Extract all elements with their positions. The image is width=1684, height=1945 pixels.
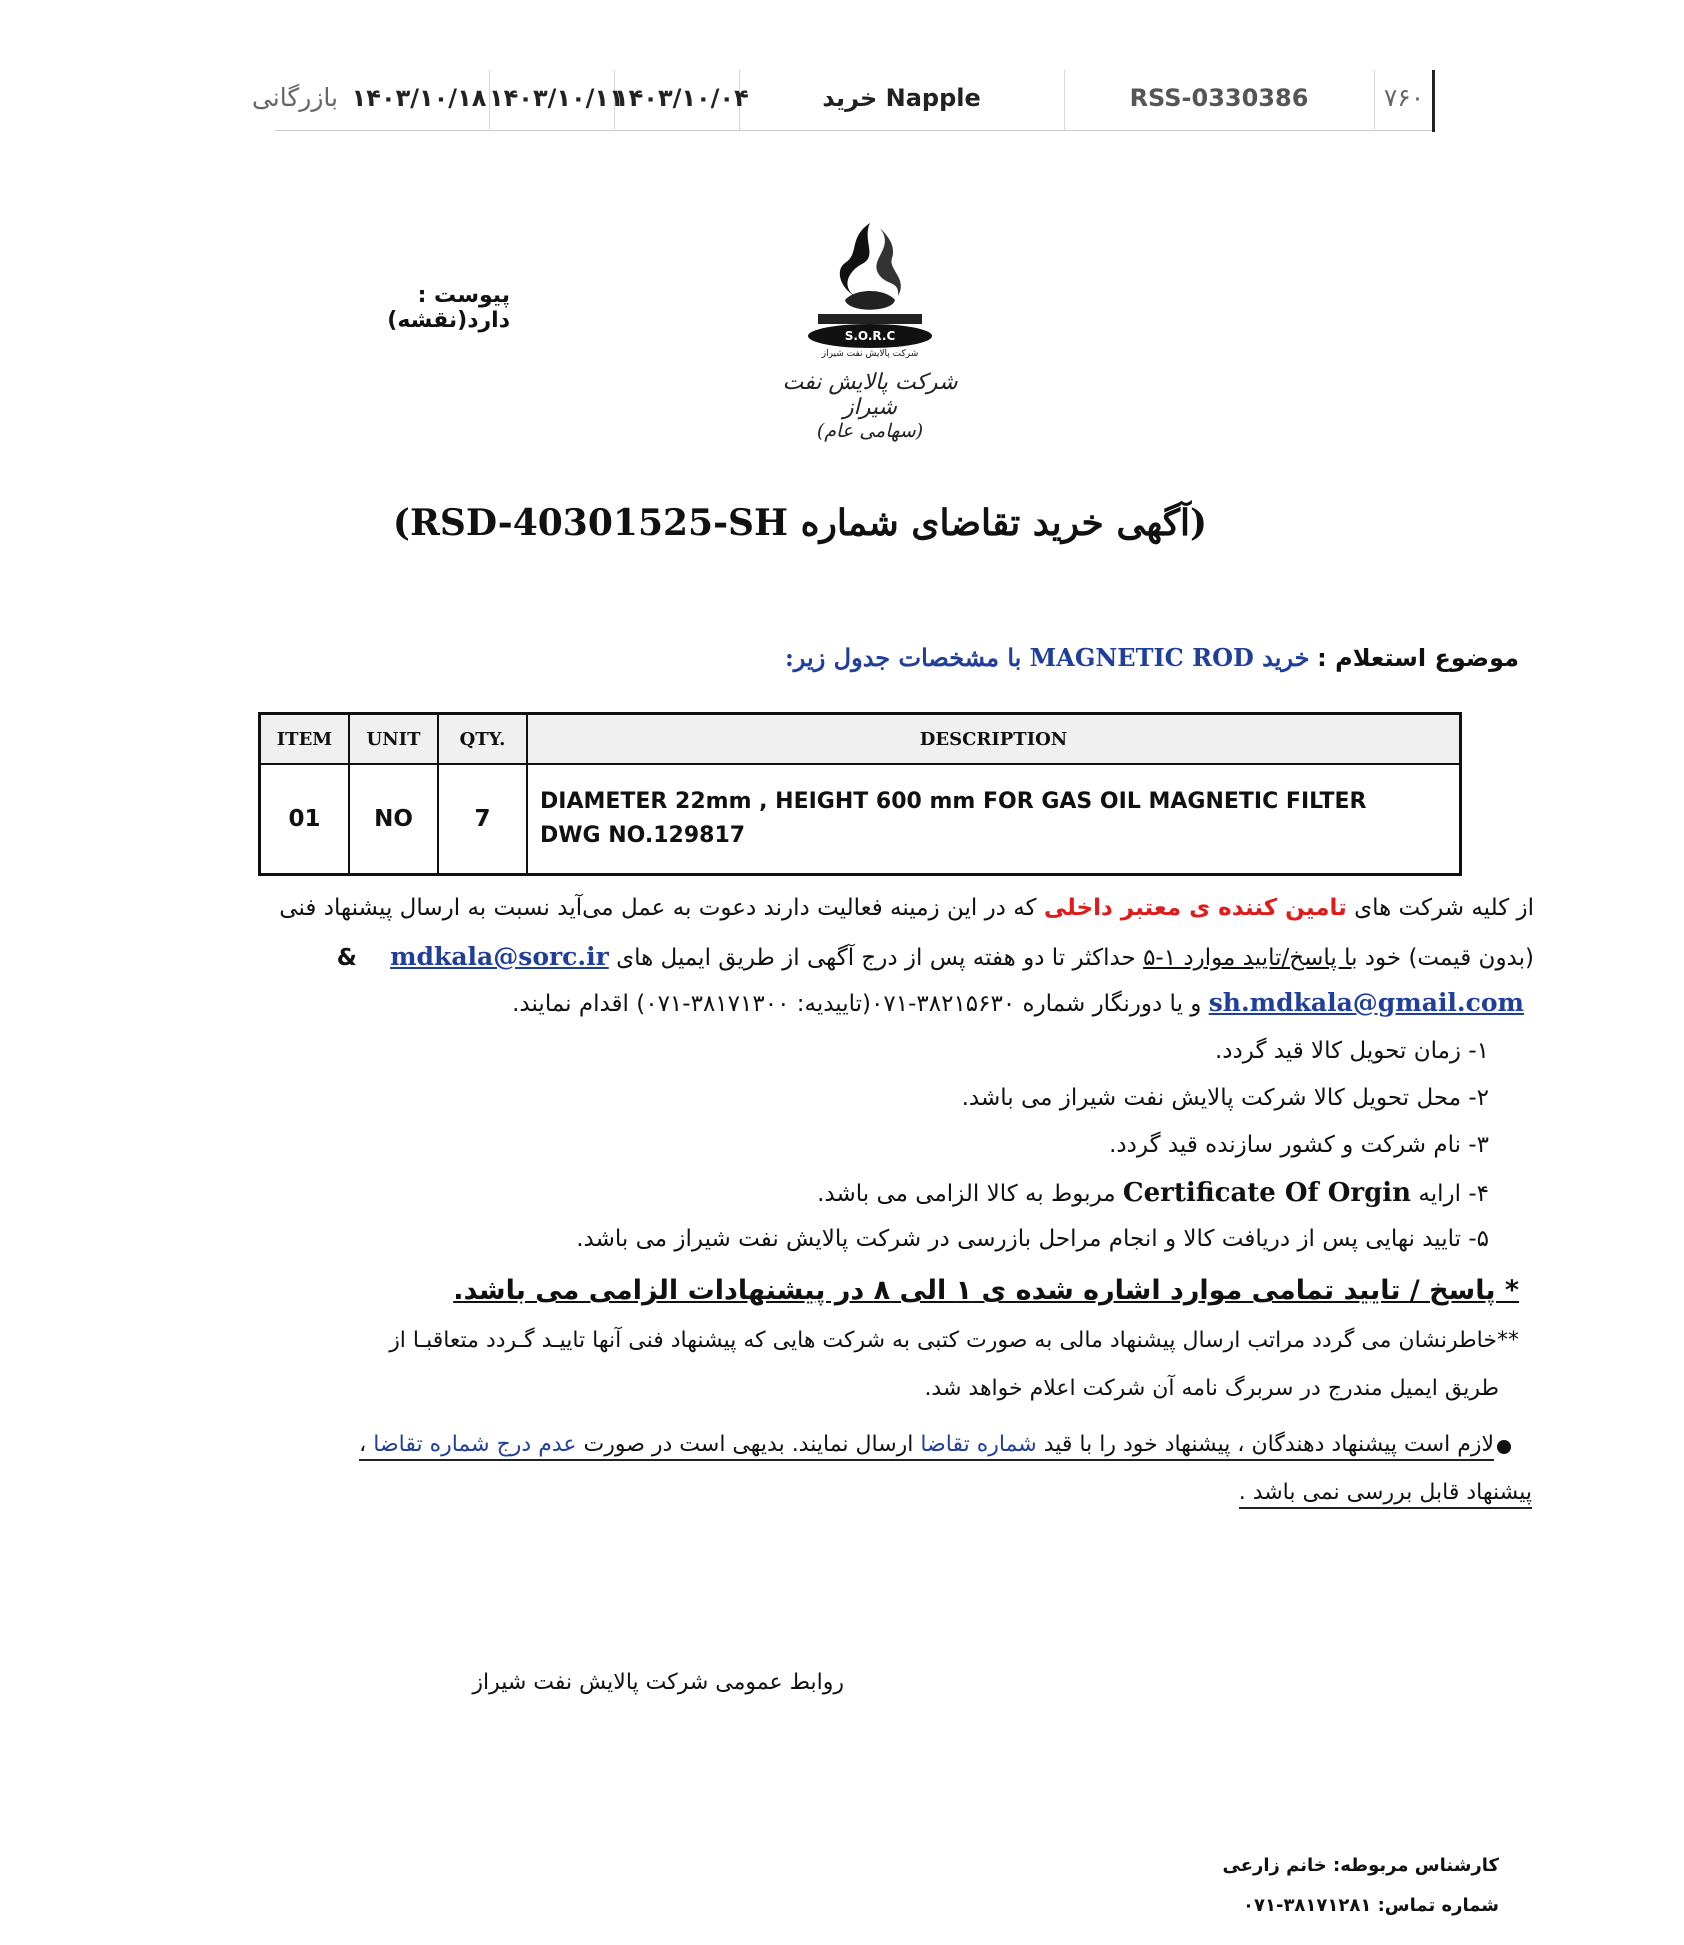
bullet-line1: لازم است پیشنهاد دهندگان ، پیشنهاد خود را با قید شماره تقاضا ارسال نمایند. بدیهی است در صورت عدم درج شماره تقاضا ، xyxy=(359,1432,1494,1461)
list-item-5: ۵- تایید نهایی پس از دریافت کالا و انجام مراحل بازرسی در شرکت پالایش نفت شیراز می باشد. xyxy=(576,1226,1489,1252)
note-financial-line2: طریق ایمیل مندرج در سربرگ نامه آن شرکت اعلام خواهد شد. xyxy=(924,1376,1499,1401)
email-link-2[interactable]: sh.mdkala@gmail.com xyxy=(1208,988,1524,1017)
col-description: DESCRIPTION xyxy=(527,714,1461,765)
list-item-4: ۴- ارایه Certificate Of Orgin مربوط به کالا الزامی می باشد. xyxy=(817,1178,1489,1208)
bullet-icon xyxy=(1497,1440,1511,1454)
bullet-line2: پیشنهاد قابل بررسی نمی باشد . xyxy=(1239,1480,1532,1509)
subject-text: خرید MAGNETIC ROD با مشخصات جدول زیر: xyxy=(784,643,1310,672)
logo-badge: S.O.R.C xyxy=(844,329,896,343)
col-unit: UNIT xyxy=(349,714,438,765)
cell-unit: NO xyxy=(349,764,438,875)
paragraph-2: (بدون قیمت) خود با پاسخ/تایید موارد ۱-۵ حداکثر تا دو هفته پس از درج آگهی از طریق ایمیل های mdkala@sorc.ir & xyxy=(336,942,1534,971)
item-name: خرید Napple xyxy=(739,70,1065,130)
email-link-1[interactable]: mdkala@sorc.ir xyxy=(390,942,609,971)
paragraph-3: sh.mdkala@gmail.com و یا دورنگار شماره ۳۸۲۱۵۶۳۰-۰۷۱(تاییدیه: ۳۸۱۷۱۳۰۰-۰۷۱) اقدام نمایند. xyxy=(512,988,1524,1017)
items-table xyxy=(258,712,1462,876)
table-row xyxy=(260,764,1461,875)
date-open: ۱۴۰۳/۱۰/۱۸ xyxy=(349,70,490,130)
date-start: ۱۴۰۳/۱۰/۰۴ xyxy=(614,70,740,130)
row-number: ۷۶۰ xyxy=(1374,70,1435,130)
col-qty: QTY. xyxy=(438,714,527,765)
cell-description: DIAMETER 22mm , HEIGHT 600 mm FOR GAS OIL MAGNETIC FILTER DWG NO.129817 xyxy=(527,764,1461,875)
note-required: * پاسخ / تایید تمامی موارد اشاره شده ی ۱ الی ۸ در پیشنهادات الزامی می باشد. xyxy=(453,1275,1519,1306)
public-relations: روابط عمومی شرکت پالایش نفت شیراز xyxy=(472,1670,844,1695)
list-item-1: ۱- زمان تحویل کالا قید گردد. xyxy=(1214,1038,1489,1064)
list-item-2: ۲- محل تحویل کالا شرکت پالایش نفت شیراز می باشد. xyxy=(961,1085,1489,1111)
header-divider xyxy=(1432,70,1435,132)
logo-caption: شرکت پالایش نفت شیراز xyxy=(821,349,919,358)
expert-name: کارشناس مربوطه: خانم زارعی xyxy=(1222,1855,1499,1876)
note-financial-line1: **خاطرنشان می گردد مراتب ارسال پیشنهاد مالی به صورت کتبی به شرکت هایی که پیشنهاد فنی آنها تاییـد گـردد متعاقبـا از xyxy=(389,1328,1519,1353)
list-item-3: ۳- نام شرکت و کشور سازنده قید گردد. xyxy=(1109,1132,1489,1158)
category: بازرگانی xyxy=(251,83,339,112)
cell-qty: 7 xyxy=(438,764,527,875)
date-end: ۱۴۰۳/۱۰/۱۱ xyxy=(489,70,615,130)
subject-line xyxy=(785,643,1519,672)
company-signature: شرکت پالایش نفت شیراز (سهامی عام) xyxy=(782,370,958,442)
attachment-note: پیوست : دارد(نقشه) xyxy=(387,283,510,333)
col-item: ITEM xyxy=(260,714,350,765)
paragraph-1: از کلیه شرکت های تامین کننده ی معتبر داخلی که در این زمینه فعالیت دارند دعوت به عمل می‌آید نسبت به ارسال پیشنهاد فنی xyxy=(279,895,1534,921)
page-title: (آگهی خرید تقاضای شماره RSD-40301525-SH) xyxy=(392,502,1208,544)
company-logo xyxy=(800,218,940,358)
header-strip xyxy=(251,70,1435,131)
request-code: RSS-0330386 xyxy=(1064,70,1375,130)
contact-phone: شماره تماس: ۳۸۱۷۱۲۸۱-۰۷۱ xyxy=(1242,1895,1499,1916)
subject-label: موضوع استعلام : xyxy=(1317,644,1519,672)
cell-item: 01 xyxy=(260,764,350,875)
